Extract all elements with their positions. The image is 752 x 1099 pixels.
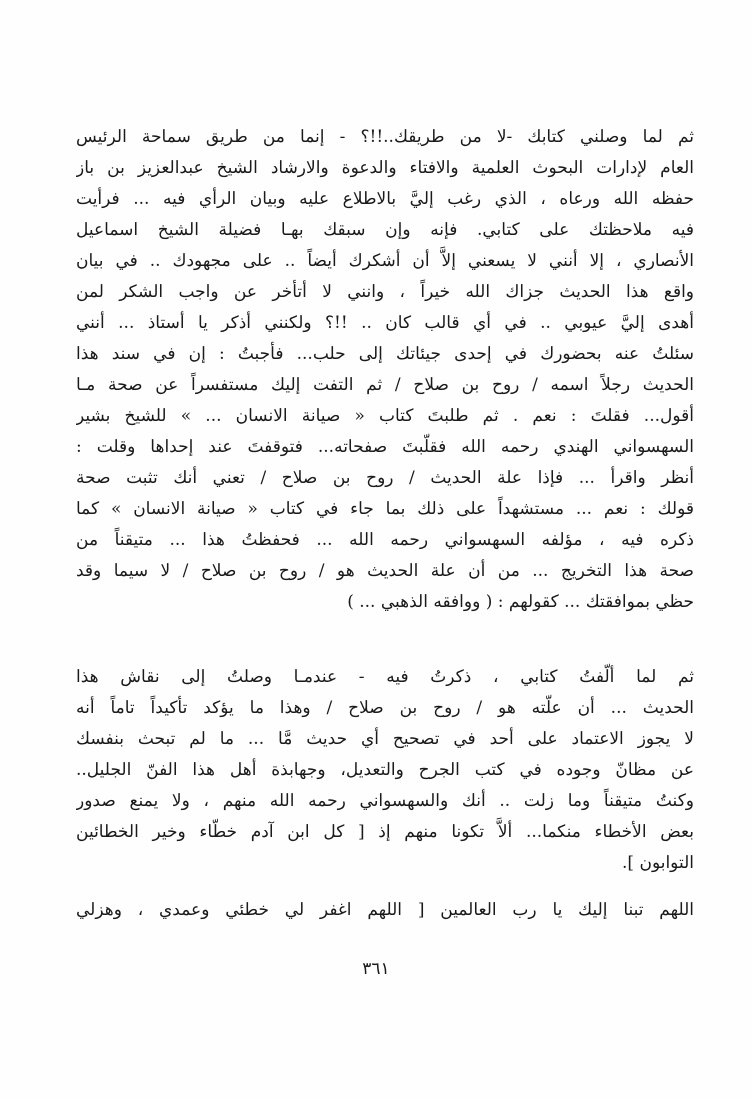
text-line: فيه ملاحظتك على كتابي. فإنه وإن سبقك بهـا فضيلة الشيخ اسماعيل — [76, 220, 694, 240]
text-line: حفظه الله ورعاه ، الذي رغب إليَّ بالاطلاع عليه وبيان الرأي فيه ... فرأيت — [76, 189, 694, 209]
text-line: واقع هذا الحديث جزاك الله خيراً ، وانني لا أتأخر عن واجب الشكر لمن — [76, 282, 694, 302]
text-line: الحديث ... أن علّته هو / روح بن صلاح / وهذا ما يؤكد تأكيداً تاماً أنه — [76, 698, 694, 718]
text-line: لا يجوز الاعتماد على أحد في تصحيح أي حديث مَّا ... ما لم تبحث بنفسك — [76, 729, 694, 749]
text-line: عن مظانّ وجوده في كتب الجرح والتعديل، وجهابذة أهل هذا الفنّ الجليل.. — [76, 760, 694, 780]
paragraph-2 — [76, 662, 694, 879]
text-line: السهسواني الهندي رحمه الله فقلّبتَ صفحاته... فتوقفتَ عند إحداها وقلت : — [76, 437, 694, 457]
text-line: صحة هذا التخريج ... من أن علة الحديث هو / روح بن صلاح / لا سيما وقد — [76, 561, 694, 581]
paragraph-1 — [76, 122, 694, 618]
text-line: سئلتُ عنه بحضورك في إحدى جيئاتك إلى حلب... فأجبتُ : إن في سند هذا — [76, 344, 694, 364]
text-line: أقول... فقلتَ : نعم . ثم طلبتَ كتاب « صيانة الانسان ... » للشيخ بشير — [76, 406, 694, 426]
text-line: أنظر واقرأ ... فإذا علة الحديث / روح بن صلاح / تعني أنك تثبت صحة — [76, 468, 694, 488]
text-line: بعض الأخطاء منكما... ألاَّ تكونا منهم إذ [ كل ابن آدم خطّاء وخير الخطائين — [76, 822, 694, 842]
text-line: التوابون ]. — [622, 853, 694, 873]
text-line: وكنتُ متيقناً وما زلت .. أنك والسهسواني رحمه الله منهم ، ولا يمنع صدور — [76, 791, 694, 811]
page-number: ٣٦١ — [362, 959, 390, 979]
text-line: قولك : نعم ... مستشهداً على ذلك بما جاء في كتاب « صيانة الانسان » كما — [76, 499, 694, 519]
text-line: الحديث رجلاً اسمه / روح بن صلاح / ثم التفت إليك مستفسراً عن صحة مـا — [76, 375, 694, 395]
text-line: ثم لما وصلني كتابك -لا من طريقك..!!؟ - إنما من طريق سماحة الرئيس — [76, 127, 694, 147]
text-line: ثم لما ألّفتُ كتابي ، ذكرتُ فيه - عندمـا وصلتُ إلى نقاش هذا — [76, 667, 694, 687]
text-line: اللهم تبنا إليك يا رب العالمين [ اللهم اغفر لي خطئي وعمدي ، وهزلي — [76, 900, 694, 920]
text-line: حظي بموافقتك ... كقولهم : ( ووافقه الذهبي ... ) — [347, 592, 694, 612]
text-line: ذكره فيه ، مؤلفه السهسواني رحمه الله ... فحفظتُ هذا ... متيقناً من — [76, 530, 694, 550]
text-line: الأنصاري ، إلا أنني لا يسعني إلاَّ أن أشكرك أيضاً .. على مجهودك .. في بيان — [76, 251, 694, 271]
paragraph-3 — [76, 895, 694, 926]
text-line: العام لإدارات البحوث العلمية والافتاء والدعوة والارشاد الشيخ عبدالعزيز بن باز — [76, 158, 694, 178]
text-line: أهدى إليَّ عيوبي .. في أي قالب كان .. !!؟ ولكنني أذكر يا أستاذ ... أنني — [76, 313, 694, 333]
